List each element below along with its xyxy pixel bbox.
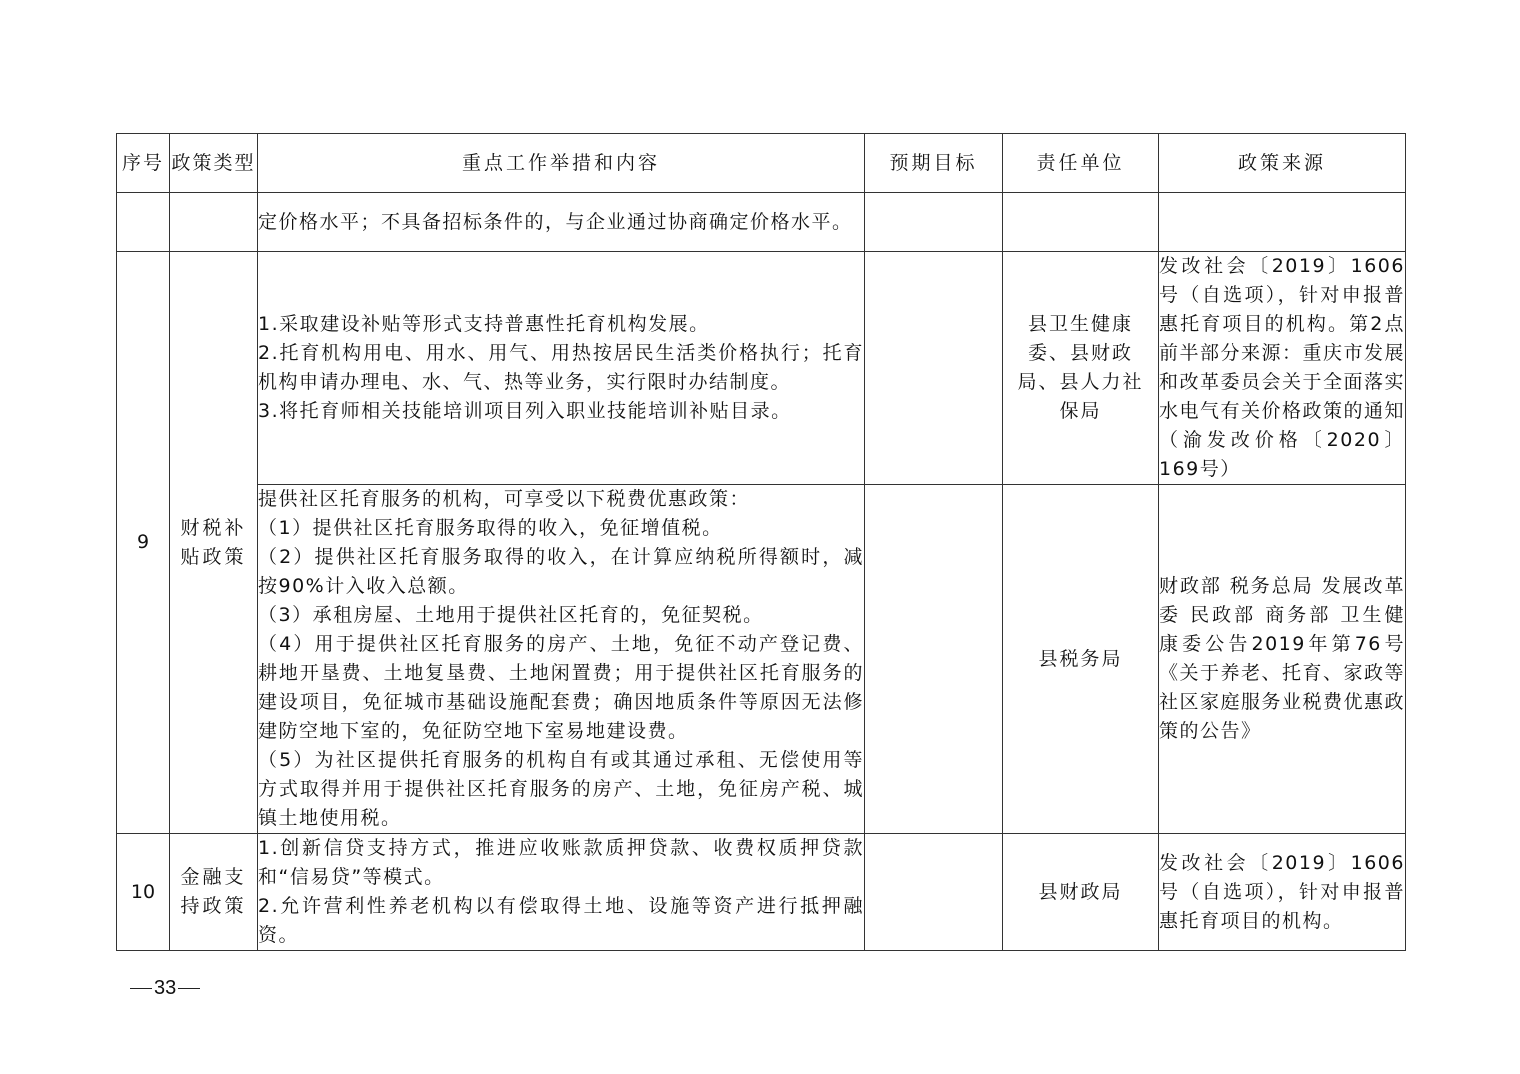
footer-dash-right — [178, 988, 200, 989]
cont-unit-cell — [1003, 193, 1159, 252]
header-unit: 责任单位 — [1003, 134, 1159, 193]
list-item: 1.创新信贷支持方式，推进应收账款质押贷款、收费权质押贷款和“信易贷”等模式。 — [258, 837, 864, 888]
row9a-unit: 县卫生健康委、县财政局、县人力社保局 — [1003, 252, 1159, 485]
row9b-content — [258, 485, 865, 834]
row9a-content — [258, 252, 865, 485]
row9a-target — [865, 252, 1003, 485]
cont-num-cell — [117, 193, 170, 252]
cont-target-cell — [865, 193, 1003, 252]
row10-target — [865, 834, 1003, 951]
row9a-source: 发改社会〔2019〕1606号（自选项），针对申报普惠托育项目的机构。第2点前半部分来源：重庆市发展和改革委员会关于全面落实水电气有关价格政策的通知（渝发改价格〔2020〕169号） — [1159, 252, 1406, 485]
policy-table — [116, 133, 1406, 951]
row9b-target — [865, 485, 1003, 834]
footer-dash-left — [130, 988, 152, 989]
list-item: 1.采取建设补贴等形式支持普惠性托育机构发展。 — [258, 313, 710, 335]
row10-content — [258, 834, 865, 951]
row10-type: 金融支持政策 — [170, 834, 258, 951]
cont-content-cell: 定价格水平；不具备招标条件的，与企业通过协商确定价格水平。 — [258, 193, 865, 252]
cont-source-cell — [1159, 193, 1406, 252]
list-item: （2）提供社区托育服务取得的收入，在计算应纳税所得额时，减按90%计入收入总额。 — [258, 546, 864, 597]
row10-unit: 县财政局 — [1003, 834, 1159, 951]
list-item: 2.托育机构用电、用水、用气、用热按居民生活类价格执行；托育机构申请办理电、水、气、热等业务，实行限时办结制度。 — [258, 342, 864, 393]
list-item: 2.允许营利性养老机构以有偿取得土地、设施等资产进行抵押融资。 — [258, 895, 864, 946]
row9-num: 9 — [117, 252, 170, 834]
row9b-source: 财政部 税务总局 发展改革委 民政部 商务部 卫生健康委公告2019年第76号《关于养老、托育、家政等社区家庭服务业税费优惠政策的公告》 — [1159, 485, 1406, 834]
header-num: 序号 — [117, 134, 170, 193]
table-row-9b — [117, 485, 1406, 834]
table-row-10 — [117, 834, 1406, 951]
list-item: 3.将托育师相关技能培训项目列入职业技能培训补贴目录。 — [258, 400, 792, 422]
row9b-unit: 县税务局 — [1003, 485, 1159, 834]
list-item: （3）承租房屋、土地用于提供社区托育的，免征契税。 — [258, 604, 764, 626]
header-type: 政策类型 — [170, 134, 258, 193]
table-row-9a — [117, 252, 1406, 485]
page-footer — [128, 977, 202, 1000]
header-row — [117, 134, 1406, 193]
list-item: 提供社区托育服务的机构，可享受以下税费优惠政策： — [258, 488, 751, 510]
cont-type-cell — [170, 193, 258, 252]
header-target: 预期目标 — [865, 134, 1003, 193]
page-number: 33 — [154, 977, 177, 999]
row10-num: 10 — [117, 834, 170, 951]
list-item: （4）用于提供社区托育服务的房产、土地，免征不动产登记费、耕地开垦费、土地复垦费、土地闲置费；用于提供社区托育服务的建设项目，免征城市基础设施配套费；确因地质条件等原因无法修建防空地下室的，免征防空地下室易地建设费。 — [258, 633, 864, 742]
header-source: 政策来源 — [1159, 134, 1406, 193]
row10-source: 发改社会〔2019〕1606号（自选项），针对申报普惠托育项目的机构。 — [1159, 834, 1406, 951]
header-content: 重点工作举措和内容 — [258, 134, 865, 193]
list-item: （1）提供社区托育服务取得的收入，免征增值税。 — [258, 517, 723, 539]
list-item: （5）为社区提供托育服务的机构自有或其通过承租、无偿使用等方式取得并用于提供社区托育服务的房产、土地，免征房产税、城镇土地使用税。 — [258, 749, 864, 829]
row9-type: 财税补贴政策 — [170, 252, 258, 834]
continuation-row — [117, 193, 1406, 252]
